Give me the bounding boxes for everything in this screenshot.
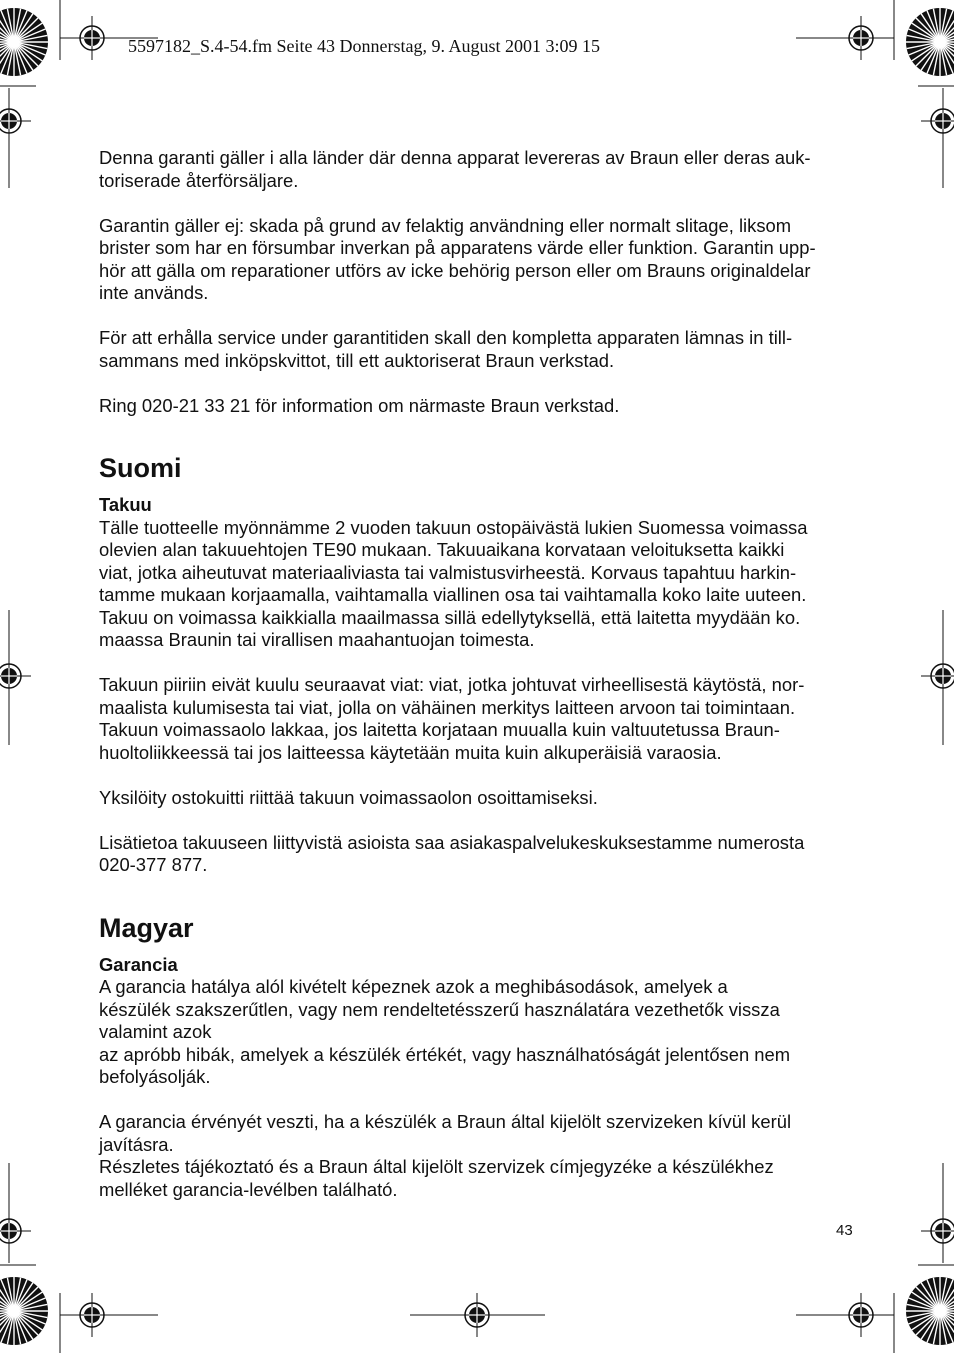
starburst-mark-bottom-right (906, 1277, 954, 1345)
suomi-subheading: Takuu (99, 494, 152, 515)
swedish-paragraph-3: För att erhålla service under garantitiden skall den kompletta apparaten lämnas in till- sammans med inköpskvittot, till ett auktoriserat Braun verkstad. (99, 327, 793, 371)
suomi-paragraph-2: Takuun piiriin eivät kuulu seuraavat viat: viat, jotka johtuvat virheellisestä käytöstä, nor- maalista kulumisesta tai viat, jolla on vähäinen merkitys laitteen arvoon tai toimintaan. Takuun voimassaolo lakkaa, jos laitetta korjataan muualla kuin valtuutetussa Braun- huoltoliikkeessä tai jos laitteessa käytetään muita kuin alkuperäisiä varaosia. (99, 674, 805, 763)
starburst-mark-bottom-left (0, 1277, 48, 1345)
page-number: 43 (836, 1222, 853, 1239)
swedish-paragraph-2: Garantin gäller ej: skada på grund av felaktig användning eller normalt slitage, liksom brister som har en försumbar inverkan på apparatens värde eller funktion. Garantin upp- hör att gälla om reparationer utförs av icke behörig person eller om Brauns originaldelar inte används. (99, 214, 816, 303)
starburst-mark-top-left (0, 8, 48, 76)
suomi-paragraph-1: Tälle tuotteelle myönnämme 2 vuoden takuun ostopäivästä lukien Suomessa voimassa olevien alan takuuehtojen TE90 mukaan. Takuuaikana korvataan veloituksetta kaikki viat, jotka aiheutuvat materiaaliviasta tai valmistusvirheestä. Korvaus tapahtuu harkin- tamme mukaan korjaamalla, vaihtamalla viallinen osa tai vaihtamalla koko laite uuteen. Takuu on voimassa kaikkialla maailmassa sillä edellytyksellä, että laitetta myydään ko. maassa Braunin tai virallisen maahantuojan toimesta. (99, 516, 808, 650)
suomi-paragraph-3: Yksilöity ostokuitti riittää takuun voimassaolon osoittamiseksi. (99, 786, 598, 808)
swedish-paragraph-1: Denna garanti gäller i alla länder där denna apparat levereras av Braun eller deras auk- toriserade återförsäljare. (99, 147, 811, 191)
swedish-paragraph-4: Ring 020-21 33 21 för information om närmaste Braun verkstad. (99, 394, 620, 416)
page-content (99, 147, 864, 1201)
suomi-paragraph-4: Lisätietoa takuuseen liittyvistä asioista saa asiakaspalvelukeskuksestamme numerosta 020-377 877. (99, 831, 805, 875)
magyar-section (99, 912, 864, 1202)
magyar-paragraph-1: A garancia hatálya alól kivételt képeznek azok a meghibásodások, amelyek a készülék szakszerűtlen, vagy nem rendeltetésszerű használatára vezethetők vissza valamint azok az apróbb hibák, amelyek a készülék értékét, vagy használhatóságát jelentősen nem befolyásolják. (99, 976, 791, 1087)
magyar-paragraph-2: A garancia érvényét veszti, ha a készülék a Braun által kijelölt szervizeken kívül kerül javításra. Részletes tájékoztató és a Braun által kijelölt szervizek címjegyzéke a készülékhez melléket garancia-levélben található. (99, 1111, 792, 1200)
magyar-heading: Magyar (99, 912, 194, 943)
suomi-heading: Suomi (99, 453, 182, 483)
swedish-section (99, 147, 864, 417)
file-header: 5597182_S.4-54.fm Seite 43 Donnerstag, 9. August 2001 3:09 15 (128, 36, 600, 56)
starburst-mark-top-right (906, 8, 954, 76)
magyar-subheading: Garancia (99, 953, 178, 975)
suomi-section (99, 452, 864, 877)
